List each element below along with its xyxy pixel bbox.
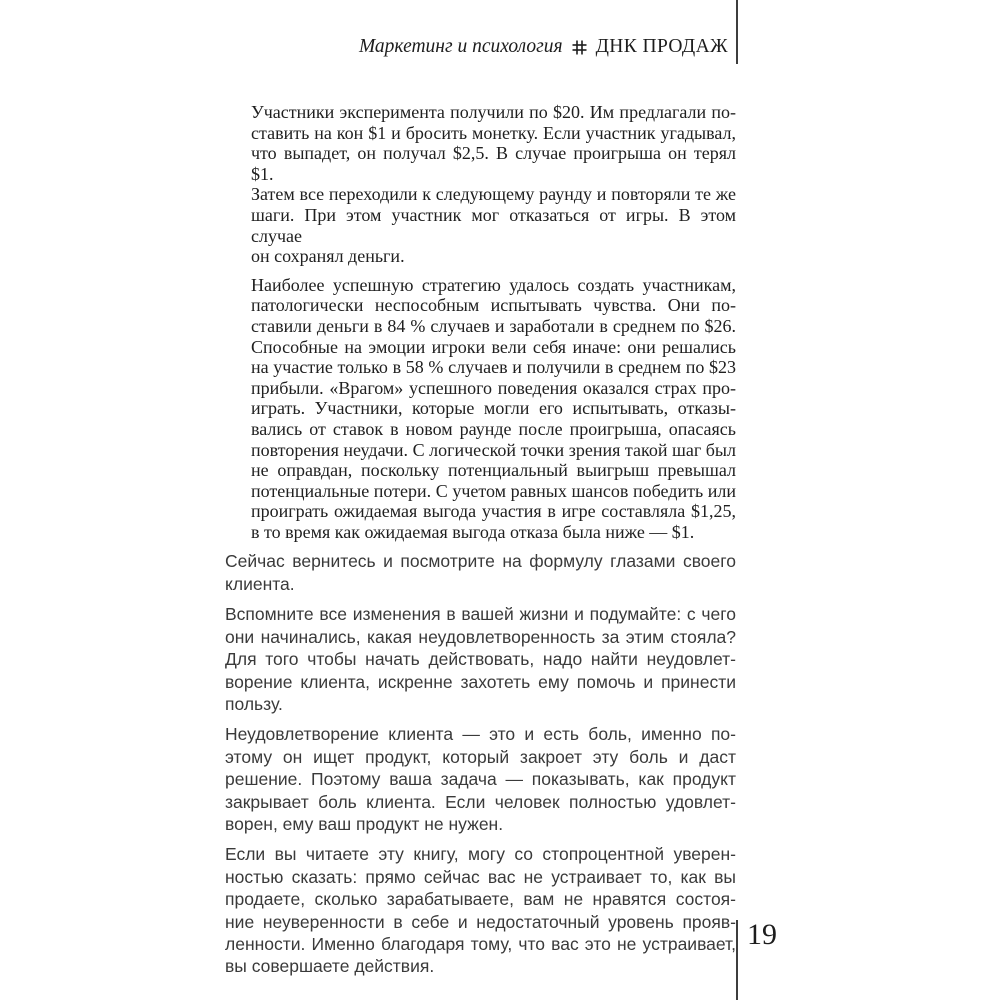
text-line: ворен, ему ваш продукт не нужен. (225, 813, 504, 834)
book-title: ДНК ПРОДАЖ (595, 36, 728, 57)
text-line: что выпадет, он получал $2,5. В случае проигрыша он терял $1. (251, 143, 736, 184)
footer-rule (736, 920, 738, 1000)
running-title: Маркетинг и психология (358, 36, 563, 57)
text-line: Вспомните все изменения в вашей жизни и подумайте: с чего (225, 604, 736, 625)
page-header (359, 36, 728, 58)
text-line: ностью сказать: прямо сейчас вас не устраивает то, как вы (225, 866, 736, 887)
text-line: прибыли. «Врагом» успешного поведения оказался страх про- (251, 377, 736, 398)
text-line: вы совершаете действия. (225, 956, 435, 977)
hash-separator-icon (572, 40, 587, 55)
paragraph (225, 102, 736, 267)
text-line: Наиболее успешную стратегию удалось создать участникам, (251, 274, 736, 295)
text-line: они начинались, какая неудовлетворенность за этим стояла? (225, 626, 736, 647)
text-line: проиграть ожидаемая выгода участия в игре составляла $1,25, (251, 501, 736, 522)
paragraph (225, 843, 736, 977)
text-line: Неудовлетворение клиента — это и есть боль, именно по- (225, 724, 736, 745)
text-line: продаете, сколько зарабатываете, вам не нравятся состоя- (225, 889, 736, 910)
text-line: патологически неспособным испытывать чувства. Они по- (251, 295, 736, 316)
text-line: играть. Участники, которые могли его испытывать, отказы- (251, 398, 736, 419)
paragraph (225, 603, 736, 715)
text-line: пользу. (225, 693, 283, 714)
text-line: ставили деньги в 84 % случаев и заработали в среднем по $26. (251, 315, 736, 336)
text-line: Способные на эмоции игроки вели себя иначе: они решались (251, 336, 736, 357)
page-number: 19 (747, 918, 777, 951)
text-line: ленности. Именно благодаря тому, что вас это не устраивает, (225, 933, 736, 954)
text-line: ставить на кон $1 и бросить монетку. Если участник угадывал, (251, 122, 736, 143)
text-line: он сохранял деньги. (251, 246, 405, 267)
text-line: этому он ищет продукт, который закроет эту боль и даст (225, 746, 736, 767)
text-line: Для того чтобы начать действовать, надо найти неудовлет- (225, 649, 736, 670)
text-line: в то время как ожидаемая выгода отказа была ниже — $1. (251, 521, 695, 542)
text-line: Затем все переходили к следующему раунду и повторяли те же (251, 184, 736, 205)
text-line: ние неуверенности в себе и недостаточный уровень прояв- (225, 911, 736, 932)
text-line: клиента. (225, 573, 295, 594)
text-column (225, 102, 736, 978)
text-line: вались от ставок в новом раунде после проигрыша, опасаясь (251, 418, 736, 439)
paragraph (225, 550, 736, 595)
text-line: шаги. При этом участник мог отказаться от игры. В этом случае (251, 204, 736, 246)
text-line: не оправдан, поскольку потенциальный выигрыш превышал (251, 460, 736, 481)
text-line: повторения неудачи. С логической точки зрения такой шаг был (251, 439, 736, 460)
text-line: на участие только в 58 % случаев и получили в среднем по $23 (251, 357, 736, 378)
text-line: закрывает боль клиента. Если человек полностью удовлет- (225, 791, 736, 812)
text-line: решение. Поэтому ваша задача — показывать, как продукт (225, 769, 736, 790)
paragraph (225, 723, 736, 835)
text-line: потенциальные потери. С учетом равных шансов победить или (251, 480, 736, 501)
paragraph (225, 275, 736, 543)
text-line: Участники эксперимента получили по $20. Им предлагали по- (251, 102, 736, 122)
text-line: ворение клиента, искренне захотеть ему помочь и принести (225, 671, 736, 692)
text-line: Сейчас вернитесь и посмотрите на формулу глазами своего (225, 551, 736, 572)
text-line: Если вы читаете эту книгу, могу со стопроцентной уверен- (225, 844, 736, 865)
header-rule (736, 0, 738, 64)
